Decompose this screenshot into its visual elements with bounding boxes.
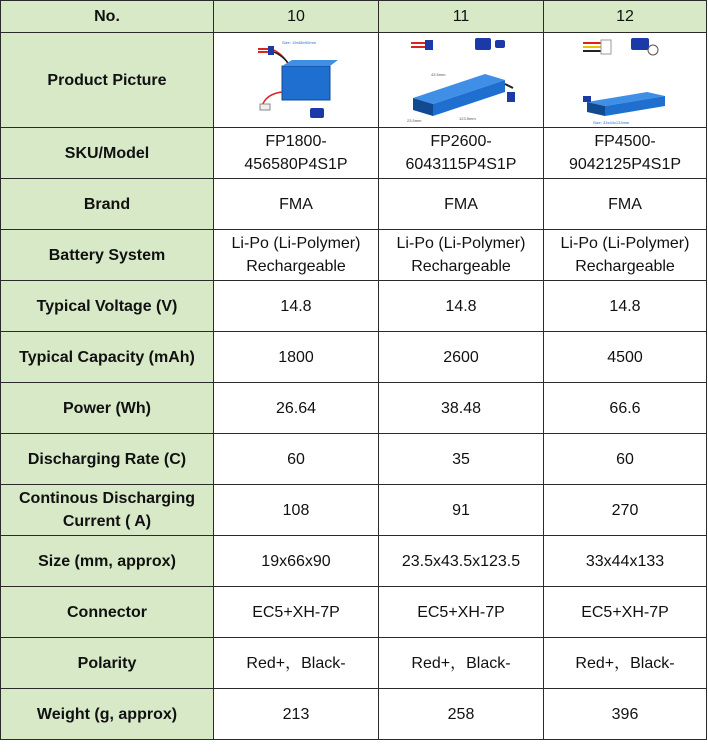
weight-12: 396 [544,689,707,740]
picture-caption: Size: 33x44x133mm [593,120,630,125]
size-row [1,536,707,587]
voltage-row [1,281,707,332]
size-10: 19x66x90 [214,536,379,587]
voltage-12: 14.8 [544,281,707,332]
connector-12: EC5+XH-7P [544,587,707,638]
voltage-11: 14.8 [379,281,544,332]
rate-11: 35 [379,434,544,485]
current-10: 108 [214,485,379,536]
row-label: Connector [1,587,214,638]
row-label: Size (mm, approx) [1,536,214,587]
sku-11: FP2600- 6043115P4S1P [379,128,544,179]
row-label: Battery System [1,230,214,281]
battery-system-row [1,230,707,281]
row-label: Continous Discharging Current ( A) [1,485,214,536]
row-label: Brand [1,179,214,230]
capacity-row [1,332,707,383]
brand-row [1,179,707,230]
battery-image-12 [579,34,671,126]
system-12: Li-Po (Li-Polymer) Rechargeable [544,230,707,281]
connector-row [1,587,707,638]
row-label: Typical Voltage (V) [1,281,214,332]
row-label: SKU/Model [1,128,214,179]
weight-11: 258 [379,689,544,740]
capacity-10: 1800 [214,332,379,383]
header-col-11: 11 [379,1,544,33]
picture-dim-1: 43.5mm [431,72,446,77]
picture-dim-3: 123.5mm [459,116,476,121]
discharge-rate-row [1,434,707,485]
voltage-10: 14.8 [214,281,379,332]
polarity-10: Red+，Black- [214,638,379,689]
size-12: 33x44x133 [544,536,707,587]
polarity-11: Red+，Black- [379,638,544,689]
header-label: No. [1,1,214,33]
product-picture-row [1,33,707,128]
battery-image-11 [405,34,517,126]
row-label: Product Picture [1,33,214,128]
polarity-row [1,638,707,689]
rate-12: 60 [544,434,707,485]
brand-10: FMA [214,179,379,230]
polarity-12: Red+，Black- [544,638,707,689]
capacity-11: 2600 [379,332,544,383]
current-12: 270 [544,485,707,536]
battery-image-10 [252,36,340,124]
header-col-10: 10 [214,1,379,33]
current-row [1,485,707,536]
power-11: 38.48 [379,383,544,434]
row-label: Weight (g, approx) [1,689,214,740]
rate-10: 60 [214,434,379,485]
sku-10: FP1800- 456580P4S1P [214,128,379,179]
product-picture-11 [379,33,544,128]
sku-row [1,128,707,179]
header-row [1,1,707,33]
product-picture-10 [214,33,379,128]
weight-row [1,689,707,740]
sku-12: FP4500- 9042125P4S1P [544,128,707,179]
power-row [1,383,707,434]
power-12: 66.6 [544,383,707,434]
picture-dim-2: 23.5mm [407,118,422,123]
system-11: Li-Po (Li-Polymer) Rechargeable [379,230,544,281]
weight-10: 213 [214,689,379,740]
current-11: 91 [379,485,544,536]
picture-caption: Size: 19x66x90mm [282,40,317,45]
brand-11: FMA [379,179,544,230]
row-label: Power (Wh) [1,383,214,434]
capacity-12: 4500 [544,332,707,383]
row-label: Typical Capacity (mAh) [1,332,214,383]
connector-10: EC5+XH-7P [214,587,379,638]
brand-12: FMA [544,179,707,230]
header-col-12: 12 [544,1,707,33]
connector-11: EC5+XH-7P [379,587,544,638]
size-11: 23.5x43.5x123.5 [379,536,544,587]
power-10: 26.64 [214,383,379,434]
system-10: Li-Po (Li-Polymer) Rechargeable [214,230,379,281]
row-label: Polarity [1,638,214,689]
row-label: Discharging Rate (C) [1,434,214,485]
product-picture-12 [544,33,707,128]
